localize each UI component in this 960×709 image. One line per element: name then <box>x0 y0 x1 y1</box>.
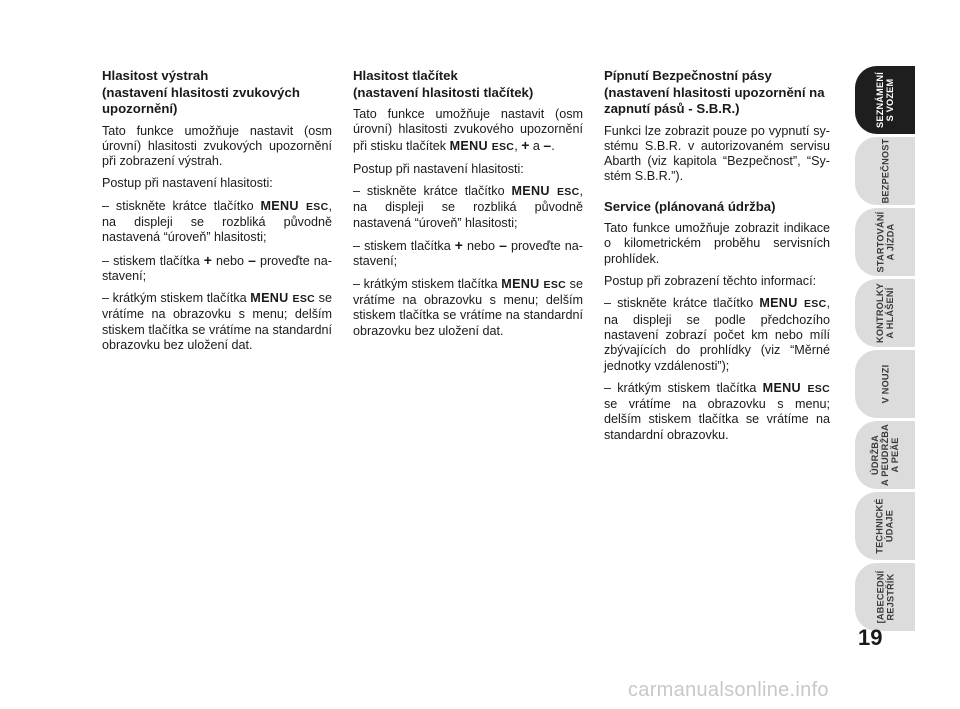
step-press-menu: – stiskněte krátce tlačítko MENU ESC, na displeji se rozbliká původně nastavená “úroveň” hlasitosti; <box>353 184 583 230</box>
step-return: – krátkým stiskem tlačítka MENU ESC se vrátíme na obrazovku s menu; delším stiskem tlačítka se vrátíme na standardní obrazovku. <box>604 380 830 442</box>
tab-kontrolky[interactable]: KONTROLKY A HLÁŠENÍ <box>855 279 915 347</box>
column-volume-warnings <box>102 68 332 360</box>
tab-technicke-udaje[interactable]: TECHNICKÉ ÚDAJE <box>855 492 915 560</box>
menu-esc-key-label: MENU ESC <box>762 380 830 395</box>
heading-button-volume: Hlasitost tlačítek (nastavení hlasitosti tlačítek) <box>353 68 534 100</box>
step-press-menu: – stiskněte krátce tlačítko MENU ESC, na displeji se podle předchozího nastavení zobrazí počet km nebo mílí zbývajících do prohlídky (viz “Měrné jednotky vzdálenosti”); <box>604 296 830 373</box>
tab-bezpecnost[interactable]: BEZPEČNOST <box>855 137 915 205</box>
paragraph: Postup při zobrazení těchto informací: <box>604 274 817 289</box>
tab-udrzba[interactable]: ÚDRŽBA A PEUDRŽBA A PEÄE <box>855 421 915 489</box>
tab-seznameni[interactable]: SEZNÁMENÍ S VOZEM <box>855 66 915 134</box>
paragraph: Tato funkce umožňuje nastavit (osm úrovní) hlasitosti zvukového upozornění při stisku tlačítek MENU ESC, + a –. <box>353 107 583 153</box>
paragraph: Tato funkce umožňuje nastavit (osm úrovní) hlasitosti zvukových upozornění při zobrazení výstrah. <box>102 123 332 169</box>
menu-esc-key-label: MENU ESC <box>511 184 580 199</box>
step-return: – krátkým stiskem tlačítka MENU ESC se vrátíme na obrazovku s menu; delším stiskem tlačítka se vrátíme na standardní obrazovku bez uložení dat. <box>353 276 583 338</box>
tab-v-nouzi[interactable]: V NOUZI <box>855 350 915 418</box>
watermark: carmanualsonline.info <box>628 679 829 701</box>
minus-key-label: – <box>543 136 552 153</box>
column-button-volume <box>353 68 583 346</box>
step-press-menu: – stiskněte krátce tlačítko MENU ESC, na displeji se rozbliká původně nastavená “úroveň” hlasitosti; <box>102 198 332 245</box>
tab-abecedni-rejstrik[interactable]: [ABECEDNÍ REJSTŘÍK <box>855 563 915 631</box>
menu-esc-key-label: MENU ESC <box>501 276 567 291</box>
paragraph: Funkci lze zobrazit pouze po vypnutí systému S.B.R. v autorizovaném servisu Abarth (viz kapitola “Bezpečnost”, “Systém S.B.R.”). <box>604 123 830 184</box>
tab-startovani[interactable]: STARTOVÁNÍ A JÍZDA <box>855 208 915 276</box>
menu-esc-key-label: MENU ESC <box>449 138 515 153</box>
menu-esc-key-label: MENU ESC <box>759 296 827 311</box>
menu-esc-key-label: MENU ESC <box>260 198 329 213</box>
paragraph: Postup při nastavení hlasitosti: <box>353 161 524 176</box>
step-adjust: – stiskem tlačítka + nebo – proveďte nastavení; <box>353 237 583 269</box>
menu-esc-key-label: MENU ESC <box>250 291 316 306</box>
heading-service: Service (plánovaná údržba) <box>604 198 776 214</box>
plus-key-label: + <box>203 251 212 268</box>
paragraph: Postup při nastavení hlasitosti: <box>102 176 273 191</box>
heading-volume-warnings: Hlasitost výstrah (nastavení hlasitosti zvukových upozornění) <box>102 68 300 116</box>
page-number: 19 <box>858 625 883 650</box>
paragraph: Tato funkce umožňuje zobrazit indikace o kilometrickém proběhu servisních prohlídek. <box>604 221 830 266</box>
step-return: – krátkým stiskem tlačítka MENU ESC se vrátíme na obrazovku s menu; delším stiskem tlačítka se vrátíme na standardní obrazovku bez uložení dat. <box>102 291 332 353</box>
minus-key-label: – <box>499 237 507 254</box>
step-adjust: – stiskem tlačítka + nebo – proveďte nastavení; <box>102 251 332 283</box>
column-seatbelt-service <box>604 68 830 450</box>
plus-key-label: + <box>521 136 530 153</box>
plus-key-label: + <box>454 237 463 254</box>
minus-key-label: – <box>248 251 256 268</box>
heading-seatbelt-beep: Pípnutí Bezpečnostní pásy (nastavení hlasitosti upozornění na zapnutí pásů - S.B.R.) <box>604 68 825 116</box>
